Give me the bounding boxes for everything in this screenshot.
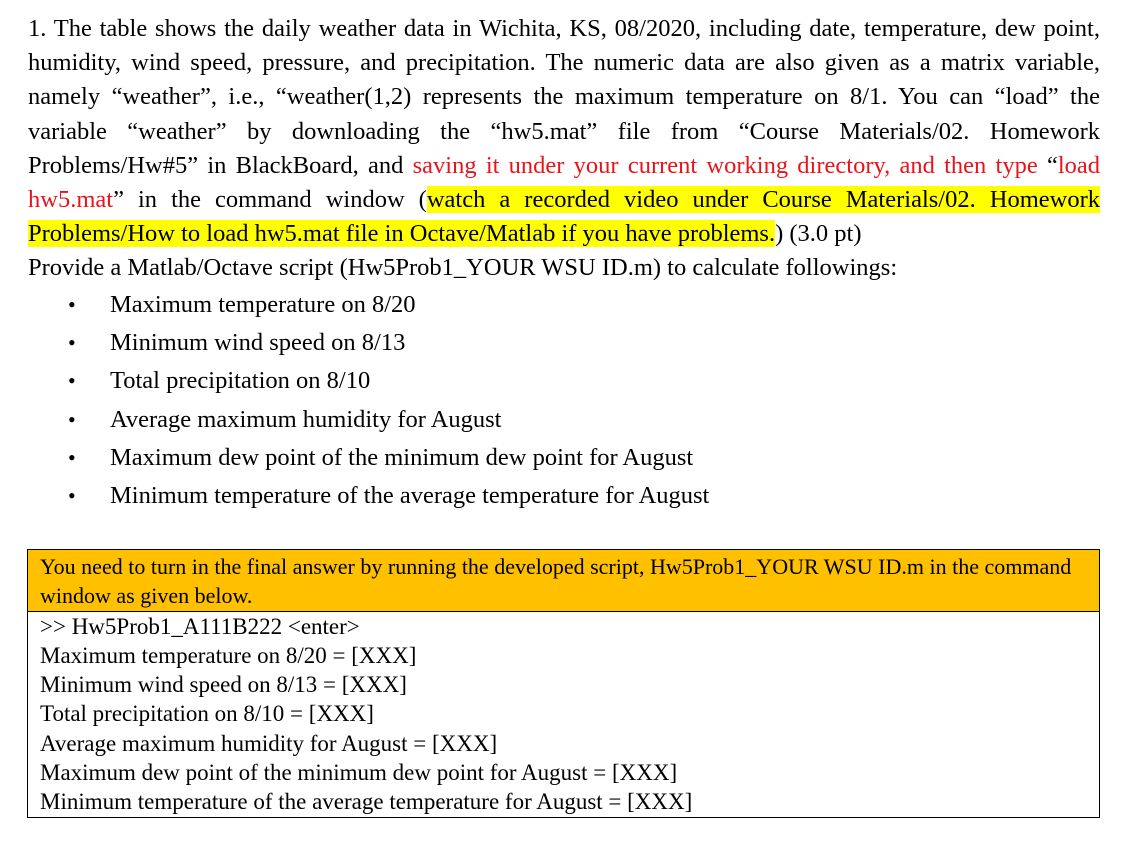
task-item: • Minimum wind speed on 8/13 [28, 324, 1100, 362]
problem-page [28, 12, 1100, 515]
task-list [28, 286, 1100, 516]
load-open-quote: “ [1046, 151, 1058, 179]
bullet-icon: • [68, 291, 76, 317]
load-close-quote: ” [113, 186, 124, 214]
bullet-icon: • [68, 444, 76, 470]
problem-statement [28, 12, 1100, 251]
highlighted-video-note: watch a recorded video under Course Materials/02. Homework Problems/How to load hw5.mat file in Octave/Matlab if you have problems. [28, 186, 1100, 248]
submission-box [27, 549, 1100, 818]
bullet-icon: • [68, 406, 76, 432]
bullet-icon: • [68, 368, 76, 394]
bullet-icon: • [68, 329, 76, 355]
bullet-icon: • [68, 483, 76, 509]
points-label: ) (3.0 pt) [775, 220, 862, 248]
red-instruction: saving it under your current working directory, and then type [412, 151, 1047, 179]
script-prompt: Provide a Matlab/Octave script (Hw5Prob1_YOUR WSU ID.m) to calculate followings: [28, 254, 898, 282]
output-line: Minimum wind speed on 8/13 = [XXX] [40, 672, 407, 698]
output-line: Maximum dew point of the minimum dew point for August = [XXX] [40, 760, 678, 786]
task-item: • Maximum dew point of the minimum dew point for August [28, 439, 1100, 477]
command-window-text: in the command window ( [123, 186, 427, 214]
expected-output [28, 612, 1099, 817]
submission-notice: You need to turn in the final answer by running the developed script, Hw5Prob1_YOUR WSU ID.m in the command window as given below. [28, 550, 1099, 612]
output-line: Minimum temperature of the average temperature for August = [XXX] [40, 789, 693, 815]
task-item: • Maximum temperature on 8/20 [28, 286, 1100, 324]
output-line: >> Hw5Prob1_A111B222 <enter> [40, 613, 360, 639]
task-item: • Total precipitation on 8/10 [28, 362, 1100, 400]
task-item: • Minimum temperature of the average temperature for August [28, 477, 1100, 515]
output-line: Total precipitation on 8/10 = [XXX] [40, 701, 374, 727]
load-command: load hw5.mat [28, 151, 1100, 214]
output-line: Average maximum humidity for August = [XXX] [40, 730, 498, 756]
task-item: • Average maximum humidity for August [28, 401, 1100, 439]
output-line: Maximum temperature on 8/20 = [XXX] [40, 642, 417, 668]
problem-intro: 1. The table shows the daily weather data in Wichita, KS, 08/2020, including date, temperature, dew point, humidity, wind speed, pressure, and precipitation. The numeric data are also given as a matrix variable, namely “weather”, i.e., “weather(1,2) represents the maximum temperature on 8/1. You can “load” the variable “weather” by downloading the “hw5.mat” file from “Course Materials/02. Homework Problems/Hw#5” in BlackBoard, and [28, 15, 1100, 179]
